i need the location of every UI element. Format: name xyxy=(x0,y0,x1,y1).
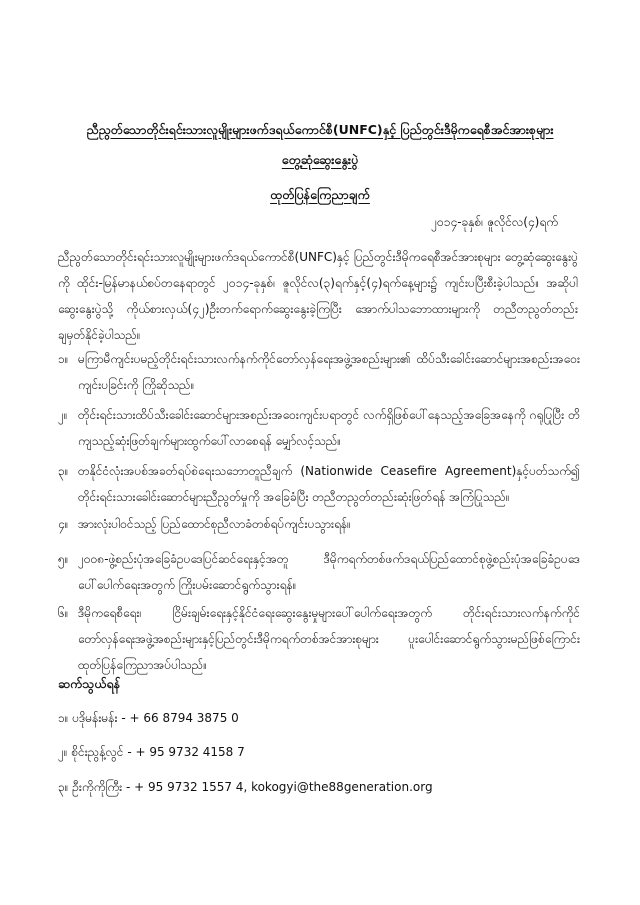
list-item xyxy=(58,346,580,398)
item-text: မကြာမီကျင်းပမည့်တိုင်းရင်းသားလက်နက်ကိုင်တော်လှန်ရေးအဖွဲ့အစည်းများ၏ ထိပ်သီးခေါင်းဆောင်များအစည်းအဝေးကျင်းပခြင်းကို ကြိုဆိုသည်။ xyxy=(78,352,580,392)
contact-line: ၃။ ဦးကိုကိုကြီး - + 95 9732 1557 4, kokogyi@the88generation.org xyxy=(58,780,433,794)
list-item xyxy=(58,511,580,537)
list-item xyxy=(58,600,580,678)
contact-line: ၂။ စိုင်းညွန့်လွင် - + 95 9732 4158 7 xyxy=(58,745,245,759)
item-number: ၅။ xyxy=(58,552,69,566)
item-text: ဒီမိုကရေစီရေး၊ ငြိမ်းချမ်းရေးနှင့်နိုင်ငံရေးဆွေးနွေးမှုများပေါ်ပေါက်ရေးအတွက် တိုင်းရင်းသားလက်နက်ကိုင်တော်လှန်ရေးအဖွဲ့အစည်းများနှင့်ပြည်တွင်းဒီမိုကရက်တစ်အင်အားစုများ ပူးပေါင်းဆောင်ရွက်သွားမည်ဖြစ်ကြောင်း ထုတ်ပြန်ကြေညာအပ်ပါသည်။ xyxy=(78,606,580,672)
item-text: အားလုံးပါဝင်သည့် ပြည်ထောင်စုညီလာခံတစ်ရပ်ကျင်းပသွားရန်။ xyxy=(78,517,351,531)
contact-heading: ဆက်သွယ်ရန် xyxy=(58,676,121,691)
list-item xyxy=(58,402,580,454)
item-number: ၆။ xyxy=(58,606,69,620)
statement-heading: ထုတ်ပြန်ကြေညာချက် xyxy=(270,187,370,202)
item-text: တနိုင်ငံလုံးအပစ်အခတ်ရပ်စဲရေးသဘောတူညီချက် (Nationwide Ceasefire Agreement)နှင့်ပတ်သက်၍ တိုင်းရင်းသားခေါင်းဆောင်များညီညွတ်မှုကို အခြေခံပြီး တညီတညွတ်တည်းဆုံးဖြတ်ရန် အကြံပြုသည်။ xyxy=(78,464,580,504)
item-number: ၂။ xyxy=(58,408,68,422)
item-text: တိုင်းရင်းသားထိပ်သီးခေါင်းဆောင်များအစည်းအဝေးကျင်းပရာတွင် လက်ရှိဖြစ်ပေါ်နေသည့်အခြေအနေကို ဂရုပြုပြီး တိကျသည့်ဆုံးဖြတ်ချက်များထွက်ပေါ်လာစေရန် မျှော်လင့်သည်။ xyxy=(78,408,580,448)
title-line-2: တွေ့ဆုံဆွေးနွေးပွဲ xyxy=(281,152,359,167)
list-item xyxy=(58,458,580,510)
contact-line: ၁။ ပဒိုမန်းမန်း - + 66 8794 3875 0 xyxy=(58,711,239,725)
list-item xyxy=(58,546,580,598)
statement-date: ၂၀၁၄-ခုနှစ်၊ ဇူလိုင်လ(၄)ရက် xyxy=(431,215,558,229)
intro-paragraph: ညီညွတ်သောတိုင်းရင်းသားလူမျိုးများဖက်ဒရယ်ကောင်စီ(UNFC)နှင့် ပြည်တွင်းဒီမိုကရေစီအင်အားစုများ တွေ့ဆုံဆွေးနွေးပွဲကို ထိုင်း-မြန်မာနယ်စပ်တနေရာတွင် ၂၀၁၄-ခုနှစ်၊ ဇူလိုင်လ(၃)ရက်နှင့်(၄)ရက်နေ့များ၌ ကျင်းပပြီးစီးခဲ့ပါသည်။ အဆိုပါဆွေးနွေးပွဲသို့ ကိုယ်စားလှယ်(၄၂)ဦးတက်ရောက်ဆွေးနွေးခဲ့ကြပြီး အောက်ပါသဘောထားများကို တညီတညွတ်တည်း ချမှတ်နိုင်ခဲ့ပါသည်။ xyxy=(58,250,578,342)
item-text: ၂၀၀၈-ဖွဲ့စည်းပုံအခြေခံဥပဒေပြင်ဆင်ရေးနှင့်အတူ ဒီမိုကရက်တစ်ဖက်ဒရယ်ပြည်ထောင်စုဖွဲ့စည်းပုံအခြေခံဥပဒေ ပေါ်ပေါက်ရေးအတွက် ကြိုးပမ်းဆောင်ရွက်သွားရန်။ xyxy=(78,552,580,592)
title-line-1: ညီညွတ်သောတိုင်းရင်းသားလူမျိုးများဖက်ဒရယ်ကောင်စီ(UNFC)နှင့် ပြည်တွင်းဒီမိုကရေစီအင်အားစုများ xyxy=(86,122,554,137)
item-number: ၃။ xyxy=(58,464,69,478)
item-number: ၁။ xyxy=(58,352,69,366)
item-number: ၄။ xyxy=(58,517,69,531)
